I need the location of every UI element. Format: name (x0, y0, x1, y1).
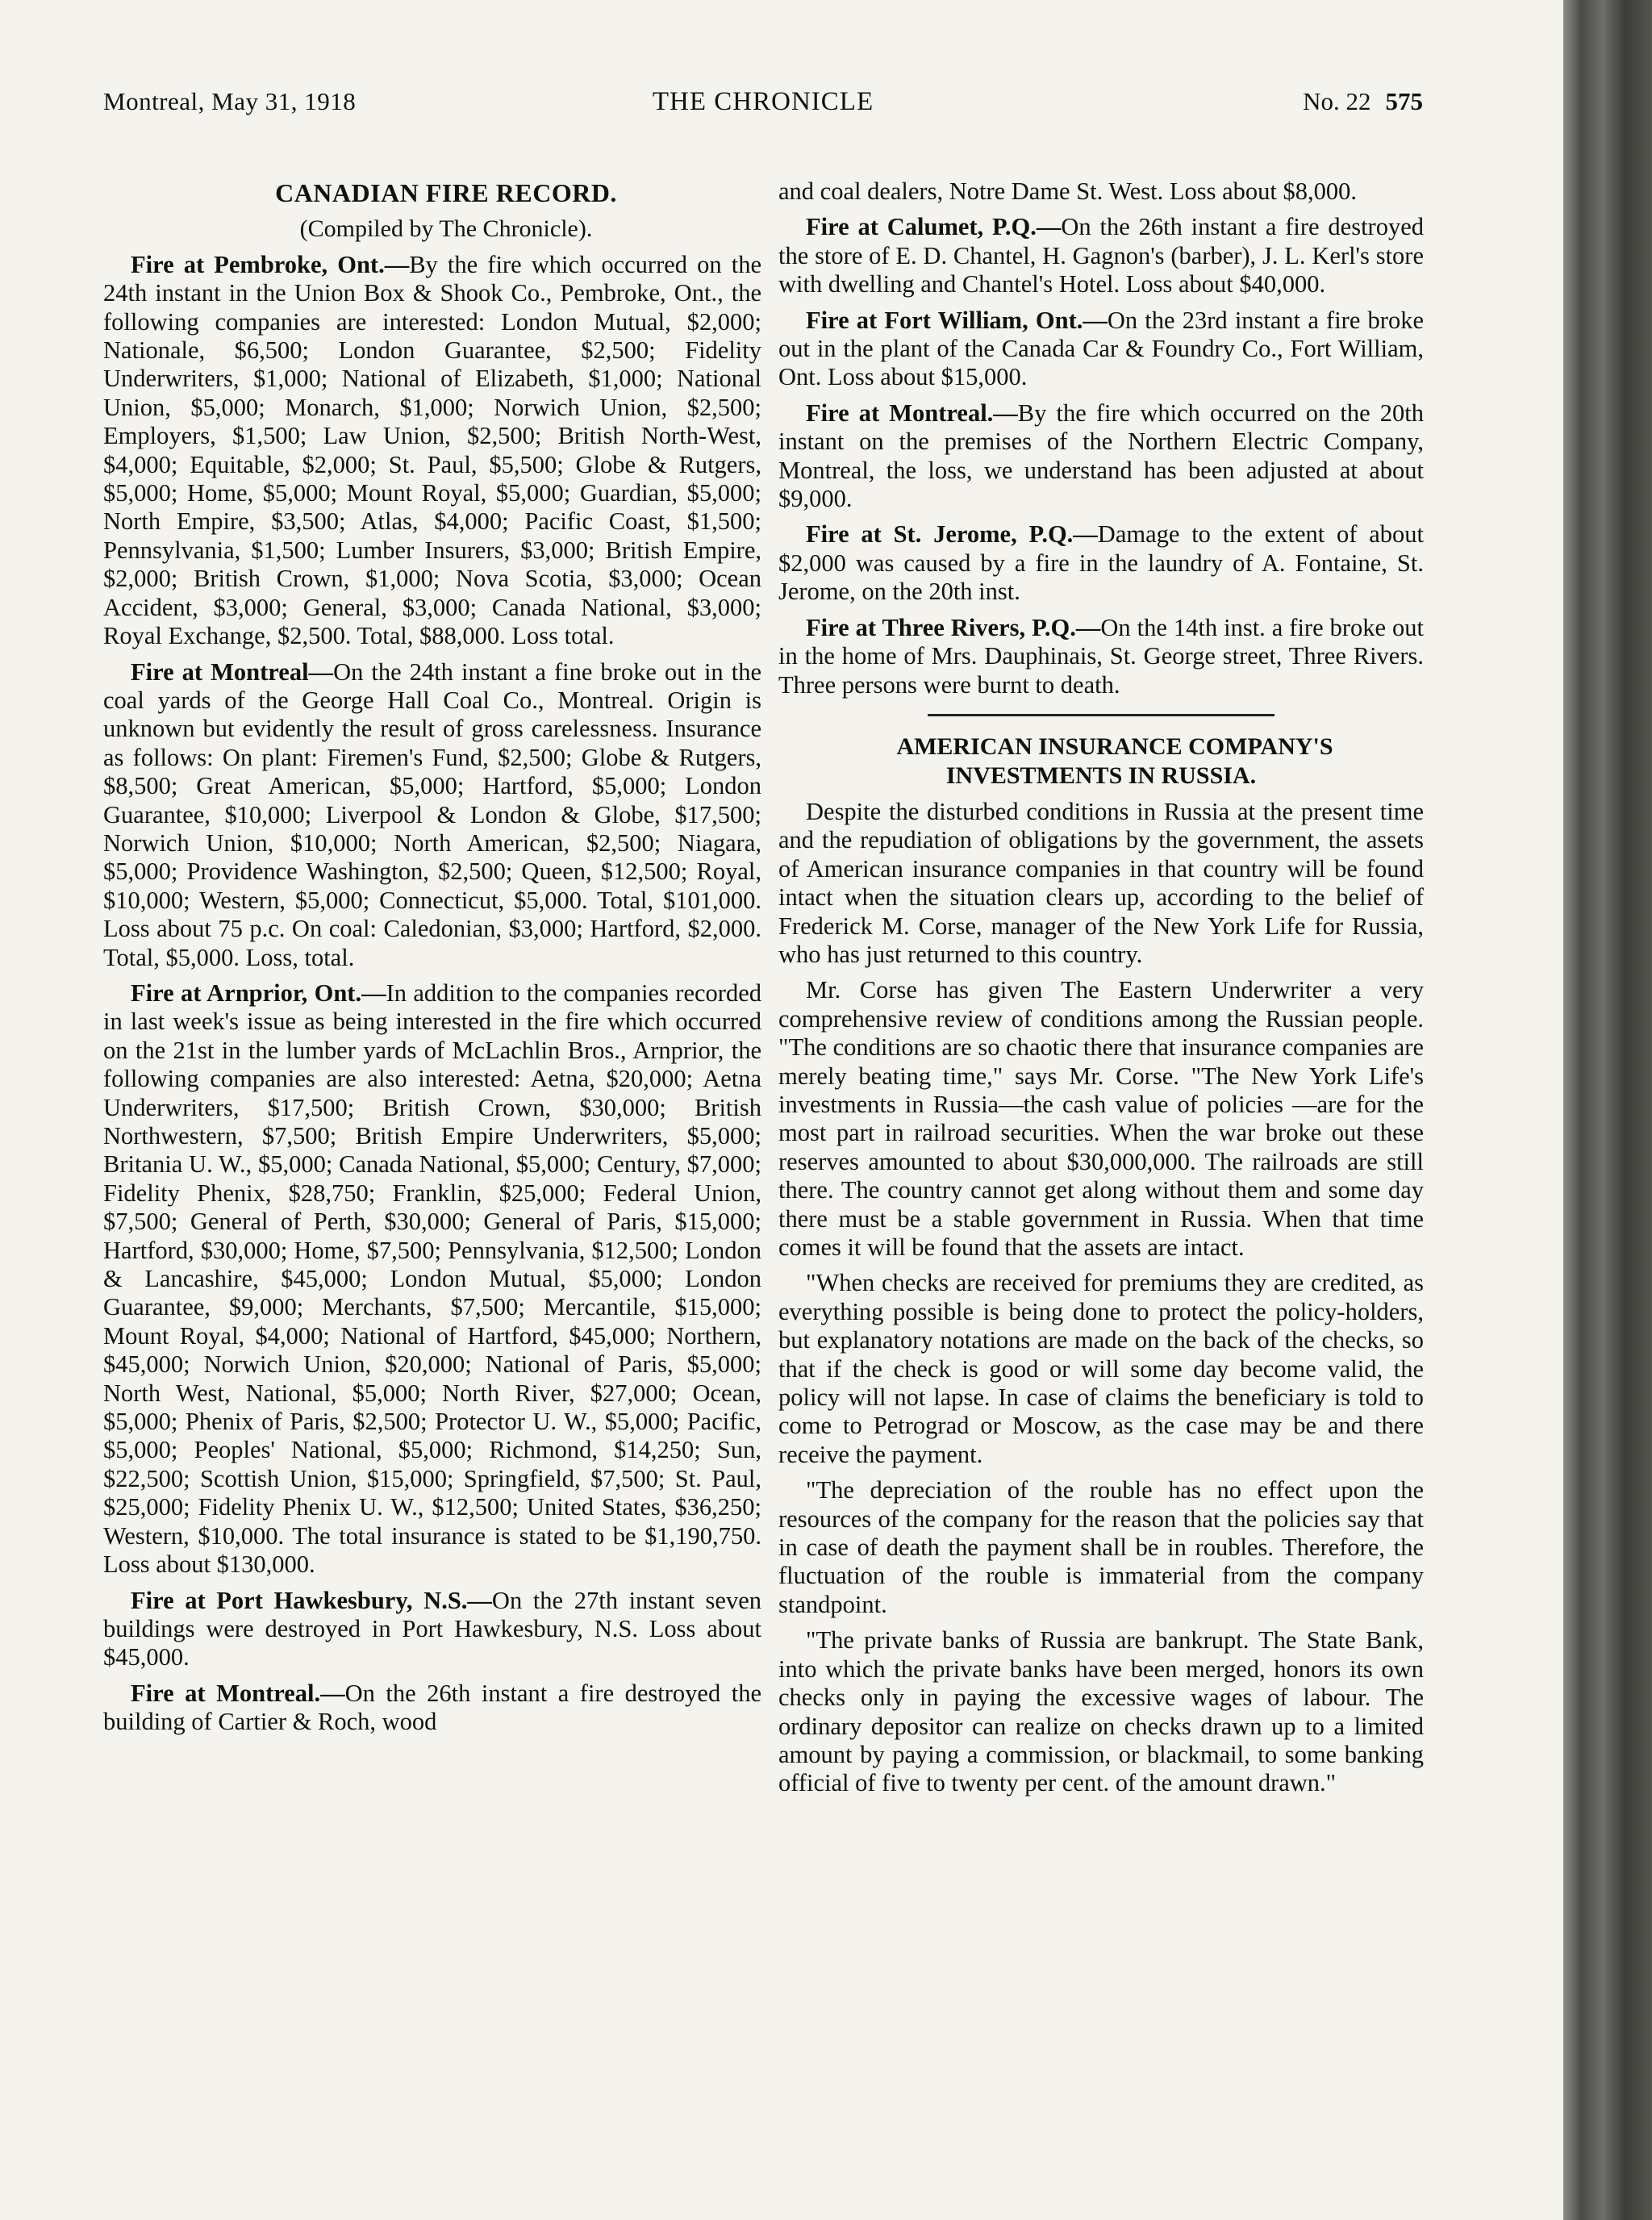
fire-item-body: On the 24th instant a fine broke out in the coal yards of the George Hall Coal Co., Montreal. Origin is unknown but evidently the result of gross carelessness. Insurance as follows: On plant: Firemen's Fund, $2,500; Globe & Rutgers, $8,500; Great American, $5,000; Hartford, $5,000; London Guarantee, $10,000; Liverpool & London & Globe, $17,500; Norwich Union, $10,000; North American, $2,500; Niagara, $5,000; Providence Washington, $2,500; Queen, $12,500; Royal, $10,000; Western, $5,000; Connecticut, $5,000. Total, $101,000. Loss about 75 p.c. On coal: Caledonian, $3,000; Hartford, $2,000. Total, $5,000. Loss, total. (103, 657, 761, 971)
fire-item (103, 979, 761, 1579)
fire-item (778, 307, 1424, 392)
journal-title: THE CHRONICLE (652, 87, 874, 116)
article-title (778, 732, 1424, 791)
fire-item-body: By the fire which occurred on the 20th instant on the premises of the Northern Electric Company, Montreal, the loss, we understand has been adjusted at about $9,000. (778, 399, 1424, 513)
book-spine (1563, 0, 1652, 2220)
page-number: 575 (1385, 87, 1423, 115)
right-column (778, 177, 1424, 1798)
section-title: CANADIAN FIRE RECORD. (275, 178, 617, 207)
fire-item (103, 1587, 761, 1672)
issue-number: No. 22 (1303, 87, 1371, 115)
section-divider (928, 714, 1274, 716)
fire-item-body: On the 14th inst. a fire broke out in the home of Mrs. Dauphinais, St. George street, Three Rivers. Three persons were burnt to death. (778, 613, 1425, 699)
fire-item-heading: Fire at Pembroke, Ont.— (131, 250, 410, 278)
fire-item-heading: Fire at Montreal— (131, 657, 334, 686)
fire-item-heading: Fire at Three Rivers, P.Q.— (806, 613, 1101, 641)
fire-item (103, 1680, 761, 1737)
fire-item-heading: Fire at Montreal.— (131, 1679, 345, 1707)
fire-item-body: On the 27th instant seven buildings were destroyed in Port Hawkesbury, N.S. Loss about $45,000. (103, 1586, 761, 1671)
fire-item-body: In addition to the companies recorded in last week's issue as being interested in the fire which occurred on the 21st in the lumber yards of McLachlin Bros., Arnprior, the following companies are also interested: Aetna, $20,000; Aetna Underwriters, $17,500; British Crown, $30,000; British Northwestern, $7,500; British Empire Underwriters, $5,000; Britania U. W., $5,000; Canada National, $5,000; Century, $7,000; Fidelity Phenix, $28,750; Franklin, $25,000; Federal Union, $7,500; General of Perth, $30,000; General of Paris, $15,000; Hartford, $30,000; Home, $7,500; Pennsylvania, $12,500; London & Lancashire, $45,000; London Mutual, $5,000; London Guarantee, $9,000; Merchants, $7,500; Mercantile, $15,000; Mount Royal, $4,000; National of Hartford, $45,000; Northern, $45,000; Norwich Union, $20,000; National of Paris, $5,000; North West, National, $5,000; North River, $27,000; Ocean, $5,000; Phenix of Paris, $2,500; Protector U. W., $5,000; Pacific, $5,000; Peoples' National, $5,000; Richmond, $14,250; Sun, $22,500; Scottish Union, $15,000; Springfield, $7,500; St. Paul, $25,000; Fidelity Phenix U. W., $12,500; United States, $36,250; Western, $10,000. The total insurance is stated to be $1,190,750. Loss about $130,000. (103, 979, 761, 1579)
fire-item-heading: Fire at St. Jerome, P.Q.— (806, 520, 1098, 549)
fire-item-heading: Fire at Fort William, Ont.— (806, 306, 1108, 334)
article-paragraph: Mr. Corse has given The Eastern Underwriter a very comprehensive review of conditions among the Russian people. "The conditions are so chaotic there that insurance companies are merely beating time," says Mr. Corse. "The New York Life's investments in Russia—the cash value of policies —are for the most part in railroad securities. When the war broke out these reserves amounted to about $30,000,000. The railroads are still there. The country cannot get along without them and some day there must be a stable government in Russia. When that time comes it will be found that the assets are intact. (778, 976, 1424, 1261)
continued-text: and coal dealers, Notre Dame St. West. Loss about $8,000. (778, 177, 1357, 205)
fire-item-heading: Fire at Port Hawkesbury, N.S.— (131, 1586, 492, 1614)
article-paragraph: "The private banks of Russia are bankrupt. The State Bank, into which the private banks have been merged, honors its own checks only in paying the excessive wages of labour. The ordinary depositor can realize on checks drawn up to a limited amount by paying a commission, or blackmail, to some banking official of five to twenty per cent. of the amount drawn." (778, 1626, 1424, 1797)
page-header (103, 87, 1423, 127)
fire-item-heading: Fire at Montreal.— (806, 399, 1018, 427)
fire-item (778, 614, 1424, 699)
left-column (103, 179, 761, 1737)
fire-item (778, 399, 1424, 514)
fire-item-body: On the 26th instant a fire destroyed the building of Cartier & Roch, wood (103, 1679, 761, 1736)
article-paragraph: "The depreciation of the rouble has no effect upon the resources of the company for the reason that the policies say that in case of death the payment shall be in roubles. Therefore, the fluctuation of the rouble is immaterial from the company standpoint. (778, 1476, 1424, 1618)
issue-and-page (1303, 87, 1423, 116)
fire-item-body: On the 23rd instant a fire broke out in the plant of the Canada Car & Foundry Co., Fort William, Ont. Loss about $15,000. (778, 306, 1424, 391)
dateline: Montreal, May 31, 1918 (103, 87, 357, 115)
fire-item (103, 251, 761, 651)
article-title-line-1: AMERICAN INSURANCE COMPANY'S (896, 732, 1333, 760)
fire-item-body: Damage to the extent of about $2,000 was caused by a fire in the laundry of A. Fontaine, St. Jerome, on the 20th inst. (778, 520, 1424, 606)
fire-item-heading: Fire at Arnprior, Ont.— (131, 979, 386, 1007)
fire-item (778, 520, 1424, 606)
fire-item-body: By the fire which occurred on the 24th instant in the Union Box & Shook Co., Pembroke, Ont., the following companies are interested: London Mutual, $2,000; Nationale, $6,500; London Guarantee, $2,500; Fidelity Underwriters, $1,000; National of Elizabeth, $1,000; National Union, $5,000; Monarch, $1,000; Norwich Union, $2,500; Employers, $1,500; Law Union, $2,500; British North-West, $4,000; Equitable, $2,000; St. Paul, $5,500; Globe & Rutgers, $5,000; Home, $5,000; Mount Royal, $5,000; Guardian, $5,000; North Empire, $3,500; Atlas, $4,000; Pacific Coast, $1,500; Pennsylvania, $1,500; Lumber Insurers, $3,000; British Empire, $2,000; British Crown, $1,000; Nova Scotia, $3,000; Ocean Accident, $3,000; General, $3,000; Canada National, $3,000; Royal Exchange, $2,500. Total, $88,000. Loss total. (103, 250, 761, 650)
fire-item-body: On the 26th instant a fire destroyed the store of E. D. Chantel, H. Gagnon's (barber), J. L. Kerl's store with dwelling and Chantel's Hotel. Loss about $40,000. (778, 213, 1424, 298)
fire-item-heading: Fire at Calumet, P.Q.— (806, 213, 1062, 241)
article-paragraph: Despite the disturbed conditions in Russia at the present time and the repudiation of obligations by the government, the assets of American insurance companies in that country will be found intact when the situation clears up, according to the belief of Frederick M. Corse, manager of the New York Life for Russia, who has just returned to this country. (778, 797, 1424, 968)
fire-item (778, 213, 1424, 298)
fire-item (103, 658, 761, 972)
article-title-line-2: INVESTMENTS IN RUSSIA. (945, 762, 1257, 789)
section-subtitle: (Compiled by The Chronicle). (299, 215, 593, 243)
article-paragraph: "When checks are received for premiums they are credited, as everything possible is being done to protect the policy-holders, but explanatory notations are made on the back of the checks, so that if the check is good or will some day become valid, the policy will not lapse. In case of claims the beneficiary is told to come to Petrograd or Moscow, as the case may be and there receive the payment. (778, 1269, 1424, 1468)
